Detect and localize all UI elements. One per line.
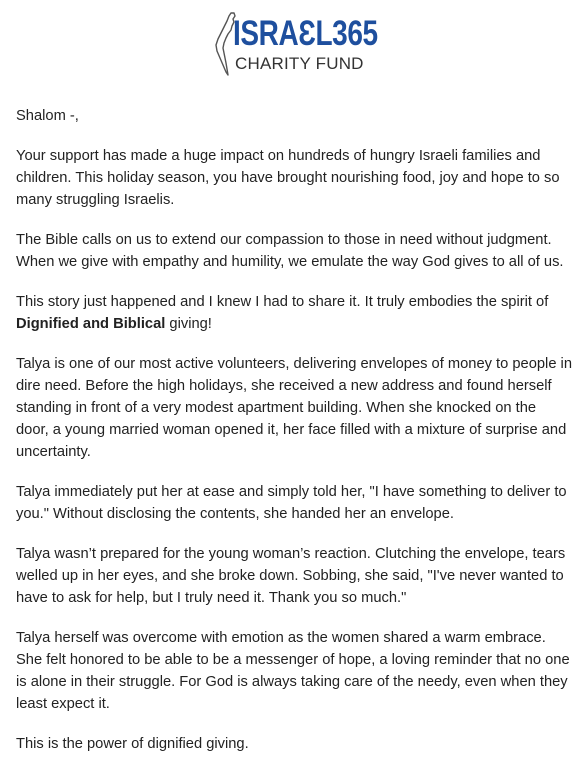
paragraph-embrace: Talya herself was overcome with emotion as the women shared a warm embrace. She felt honored to be able to be a messenger of hope, a loving reminder that no one is alone in their struggle. For God is always taking care of the needy, even when they least expect it. bbox=[16, 630, 570, 712]
email-header bbox=[0, 0, 580, 90]
greeting: Shalom -, bbox=[16, 108, 79, 124]
closing-line: This is the power of dignified giving. bbox=[16, 736, 249, 752]
paragraph-talya-deliver: Talya immediately put her at ease and simply told her, "I have something to deliver to you." Without disclosing the contents, she handed her an envelope. bbox=[16, 484, 567, 522]
paragraph-bible: The Bible calls on us to extend our compassion to those in need without judgment. When we give with empathy and humility, we emulate the way God gives to all of us. bbox=[16, 232, 564, 270]
story-intro-bold: Dignified and Biblical bbox=[16, 316, 166, 332]
logo-subtitle: CHARITY FUND bbox=[235, 54, 364, 73]
paragraph-story-intro bbox=[16, 291, 572, 335]
letter-body bbox=[16, 105, 572, 773]
paragraph-reaction: Talya wasn’t prepared for the young woman’s reaction. Clutching the envelope, tears welled up in her eyes, and she broke down. Sobbing, she said, "I've never wanted to have to ask for help, but I truly need it. Thank you so much." bbox=[16, 546, 566, 606]
logo-title: ISRAƐL365 bbox=[233, 14, 378, 53]
story-intro-text: This story just happened and I knew I had to share it. It truly embodies the spirit of bbox=[16, 294, 549, 310]
story-intro-end: giving! bbox=[165, 316, 212, 332]
paragraph-talya-volunteer: Talya is one of our most active volunteers, delivering envelopes of money to people in dire need. Before the high holidays, she received a new address and found herself standing in front of a very modest apartment building. When she knocked on the door, a young married woman opened it, her face filled with a mixture of surprise and uncertainty. bbox=[16, 356, 572, 460]
paragraph-impact: Your support has made a huge impact on hundreds of hungry Israeli families and children. This holiday season, you have brought nourishing food, joy and hope to so many struggling Israelis. bbox=[16, 148, 560, 208]
